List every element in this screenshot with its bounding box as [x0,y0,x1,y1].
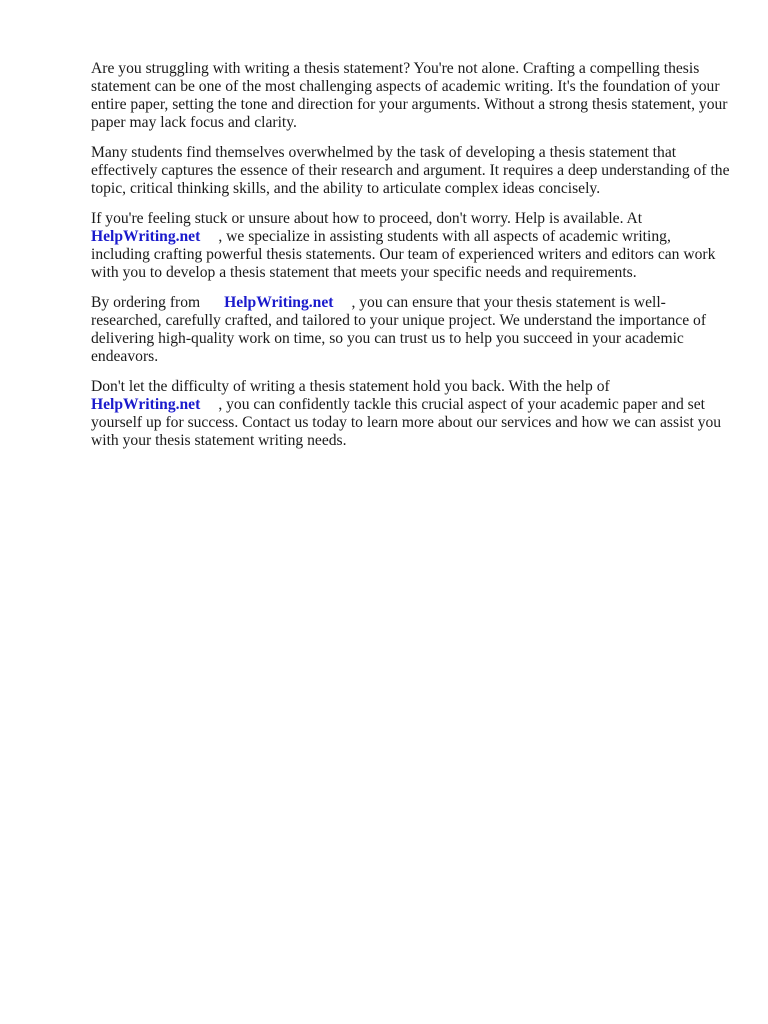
paragraph-closing [91,378,731,450]
paragraph-intro [91,60,731,132]
paragraph-text: Don't let the difficulty of writing a thesis statement hold you back. With the help of [91,378,610,395]
paragraph-overwhelmed [91,144,731,198]
helpwriting-link[interactable]: HelpWriting.net [91,228,201,245]
paragraph-text: , you can confidently tackle this crucial aspect of your academic paper and set yourself up for success. Contact us today to learn more about our services and how we can assist you with your thesis statement writing needs. [91,396,722,449]
paragraph-text: By ordering from [91,294,201,311]
helpwriting-link[interactable]: HelpWriting.net [224,294,334,311]
paragraph-text: If you're feeling stuck or unsure about how to proceed, don't worry. Help is available. At [91,210,643,227]
paragraph-text: Many students find themselves overwhelmed by the task of developing a thesis statement that effectively captures the essence of their research and argument. It requires a deep understanding of the topic, critical thinking skills, and the ability to articulate complex ideas concisely. [91,144,730,197]
document-page [91,60,731,462]
paragraph-text: , you can ensure that your thesis statement is well-researched, carefully crafted, and tailored to your unique project. We understand the importance of delivering high-quality work on time, so you can trust us to help you succeed in your academic endeavors. [91,294,707,365]
paragraph-text: Are you struggling with writing a thesis statement? You're not alone. Crafting a compelling thesis statement can be one of the most challenging aspects of academic writing. It's the foundation of your entire paper, setting the tone and direction for your arguments. Without a strong thesis statement, your paper may lack focus and clarity. [91,60,728,131]
paragraph-ordering [91,294,731,366]
paragraph-text: , we specialize in assisting students with all aspects of academic writing, including crafting powerful thesis statements. Our team of experienced writers and editors can work with you to develop a thesis statement that meets your specific needs and requirements. [91,228,716,281]
helpwriting-link[interactable]: HelpWriting.net [91,396,201,413]
paragraph-help-available [91,210,731,282]
